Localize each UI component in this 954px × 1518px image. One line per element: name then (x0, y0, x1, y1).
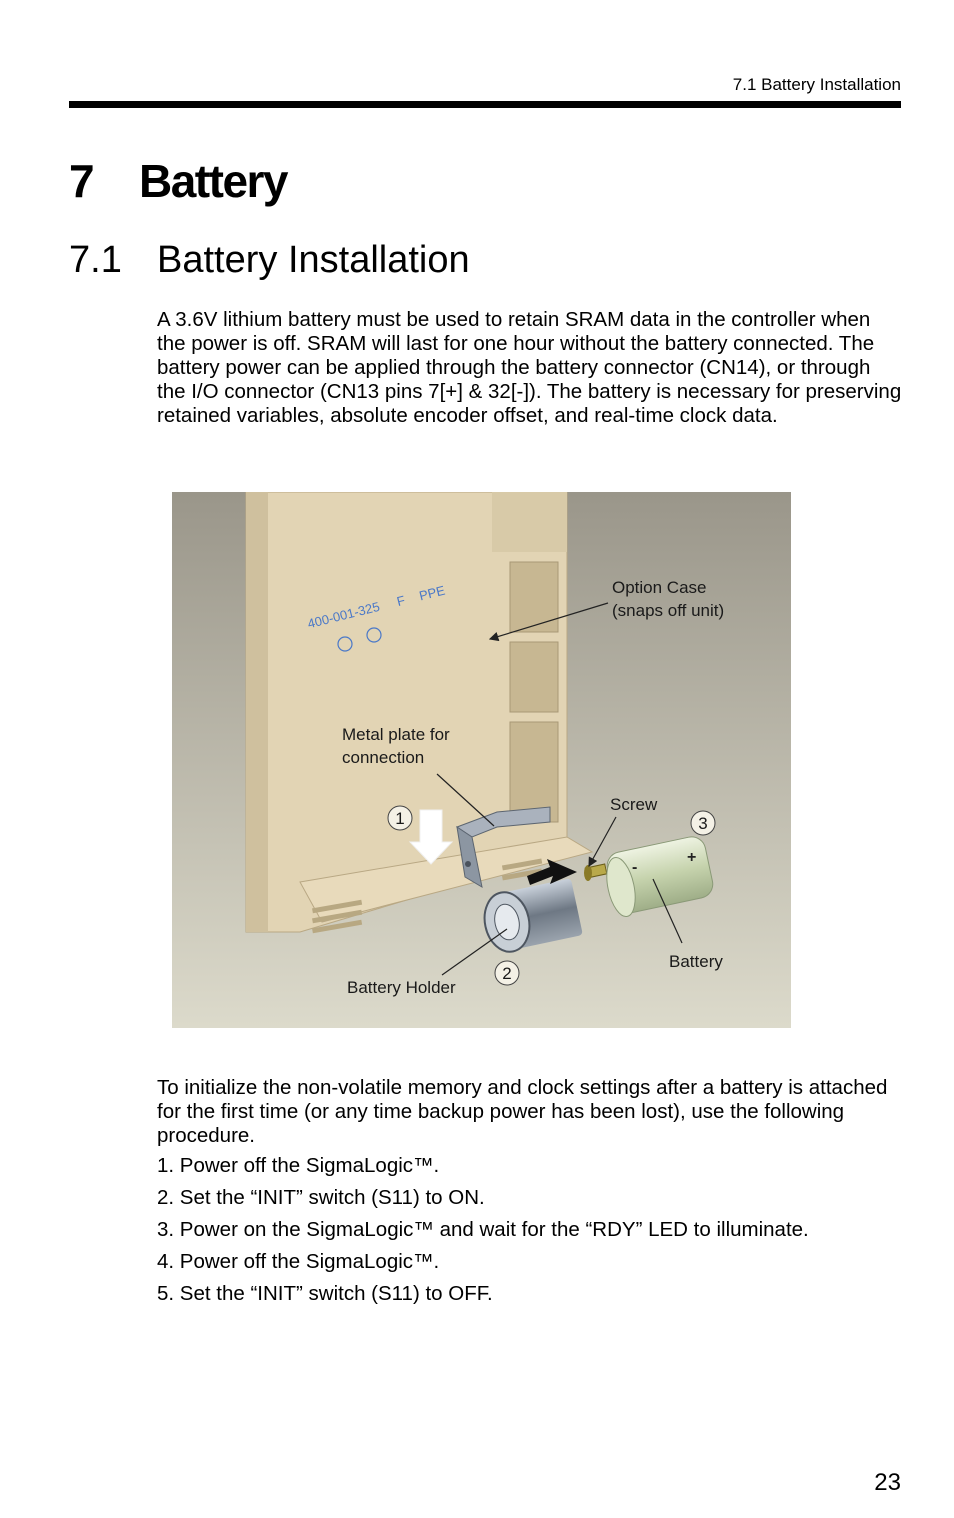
chapter-title-text: Battery (139, 155, 288, 207)
procedure-step: 3. Power on the SigmaLogic™ and wait for the “RDY” LED to illuminate. (157, 1218, 809, 1241)
procedure-step: 5. Set the “INIT” switch (S11) to OFF. (157, 1282, 493, 1305)
part-rev-text: F (395, 592, 407, 609)
procedure-step: 1. Power off the SigmaLogic™. (157, 1154, 440, 1177)
battery-plus-text: + (687, 849, 697, 866)
chapter-number: 7 (69, 155, 94, 207)
procedure-intro: To initialize the non-volatile memory and clock settings after a battery is attached for the first time (or any time backup power has been lost), use the following procedure. (157, 1076, 888, 1147)
step-1-badge (388, 806, 412, 830)
battery-installation-figure (172, 492, 791, 1028)
step-1-text: 1 (395, 809, 405, 828)
battery-holder-label: Battery Holder (347, 978, 456, 997)
part-code-text: 400-001-325 (306, 598, 382, 632)
metal-plate-label-line2: connection (342, 748, 425, 767)
battery-minus-text: - (632, 859, 638, 876)
step-2-text: 2 (502, 964, 512, 983)
page-number: 23 (874, 1469, 901, 1496)
option-case-label-line2: (snaps off unit) (612, 601, 725, 620)
option-case-label-line1: Option Case (612, 578, 707, 597)
running-header: 7.1 Battery Installation (732, 75, 901, 94)
intro-paragraph: A 3.6V lithium battery must be used to retain SRAM data in the controller when the power is off. SRAM will last for one hour without the battery connected. The battery power can be applied through the battery connector (CN14), or through the I/O connector (CN13 pins 7[+] & 32[-]). The battery is necessary for preserving retained variables, absolute encoder offset, and real-time clock data. (157, 308, 902, 427)
part-material-text: PPE (417, 582, 447, 604)
step-3-badge (691, 811, 715, 835)
screw-label: Screw (610, 795, 658, 814)
step-3-text: 3 (698, 814, 708, 833)
chapter-title (69, 156, 287, 207)
battery-label: Battery (669, 952, 723, 971)
section-title (69, 240, 470, 282)
section-title-text: Battery Installation (157, 239, 470, 281)
procedure-step: 2. Set the “INIT” switch (S11) to ON. (157, 1186, 485, 1209)
metal-plate-label-line1: Metal plate for (342, 725, 450, 744)
procedure-steps (157, 1154, 902, 1314)
procedure-step: 4. Power off the SigmaLogic™. (157, 1250, 440, 1273)
section-number: 7.1 (69, 239, 122, 281)
header-rule (69, 101, 901, 108)
step-2-badge (495, 961, 519, 985)
